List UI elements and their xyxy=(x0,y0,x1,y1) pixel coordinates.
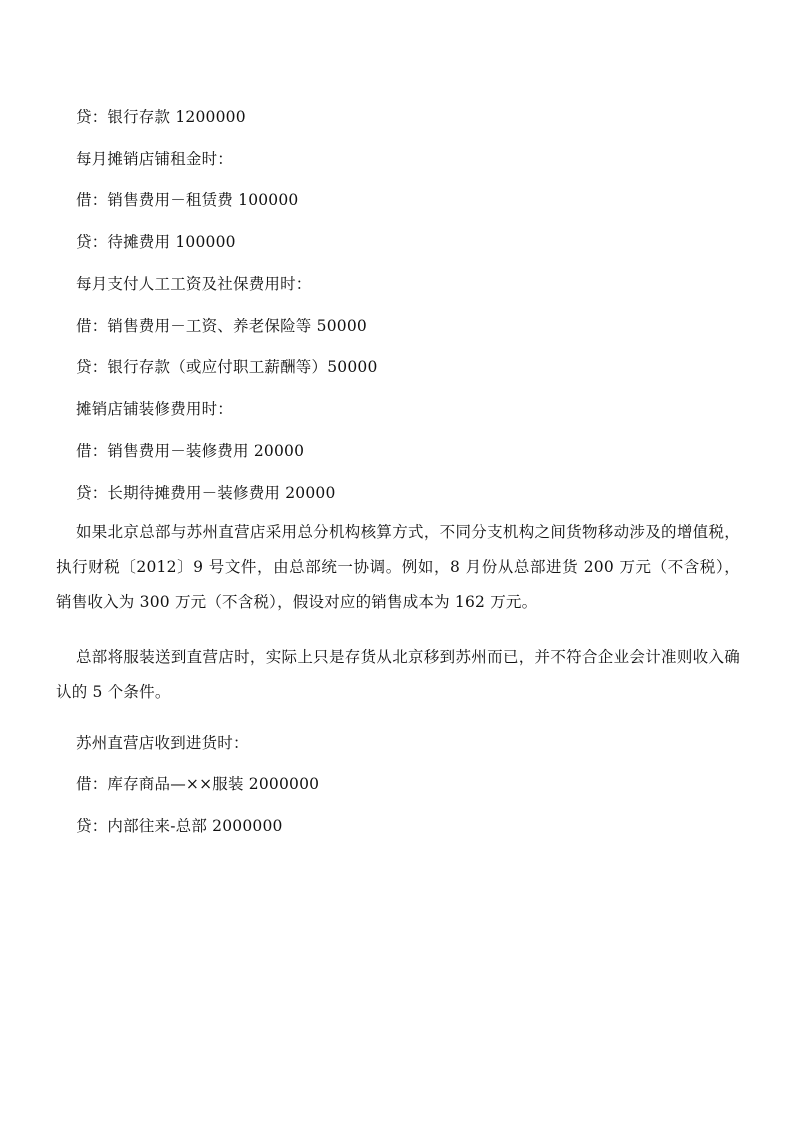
entry-debit-renovation-expense: 借：销售费用－装修费用 20000 xyxy=(76,442,305,460)
heading-renovation-amortization: 摊销店铺装修费用时： xyxy=(76,400,234,418)
entry-credit-prepaid-expense: 贷：待摊费用 100000 xyxy=(76,233,236,251)
heading-suzhou-receipt: 苏州直营店收到进货时： xyxy=(76,734,249,752)
entry-credit-internal-account: 贷：内部往来-总部 2000000 xyxy=(76,817,283,835)
entry-credit-bank-or-payroll: 贷：银行存款（或应付职工薪酬等）50000 xyxy=(76,358,378,376)
paragraph-vat-explanation: 如果北京总部与苏州直营店采用总分机构核算方式，不同分支机构之间货物移动涉及的增值税，执行财税〔2012〕9 号文件，由总部统一协调。例如，8 月份从总部进货 200 万元（不含税），销售收入为 300 万元（不含税），假设对应的销售成本为 162 万元。 xyxy=(56,523,740,611)
entry-debit-payroll-expense: 借：销售费用－工资、养老保险等 50000 xyxy=(76,317,367,335)
heading-monthly-payroll: 每月支付人工工资及社保费用时： xyxy=(76,275,312,293)
entry-credit-bank-deposit: 贷：银行存款 1200000 xyxy=(76,108,246,126)
entry-debit-inventory: 借：库存商品—××服装 2000000 xyxy=(76,775,320,793)
entry-credit-long-term-prepaid: 贷：长期待摊费用－装修费用 20000 xyxy=(76,484,336,502)
paragraph-revenue-recognition: 总部将服装送到直营店时，实际上只是存货从北京移到苏州而已，并不符合企业会计准则收入确认的 5 个条件。 xyxy=(56,648,740,701)
entry-debit-rent-expense: 借：销售费用－租赁费 100000 xyxy=(76,191,299,209)
heading-monthly-rent-amortization: 每月摊销店铺租金时： xyxy=(76,150,234,168)
